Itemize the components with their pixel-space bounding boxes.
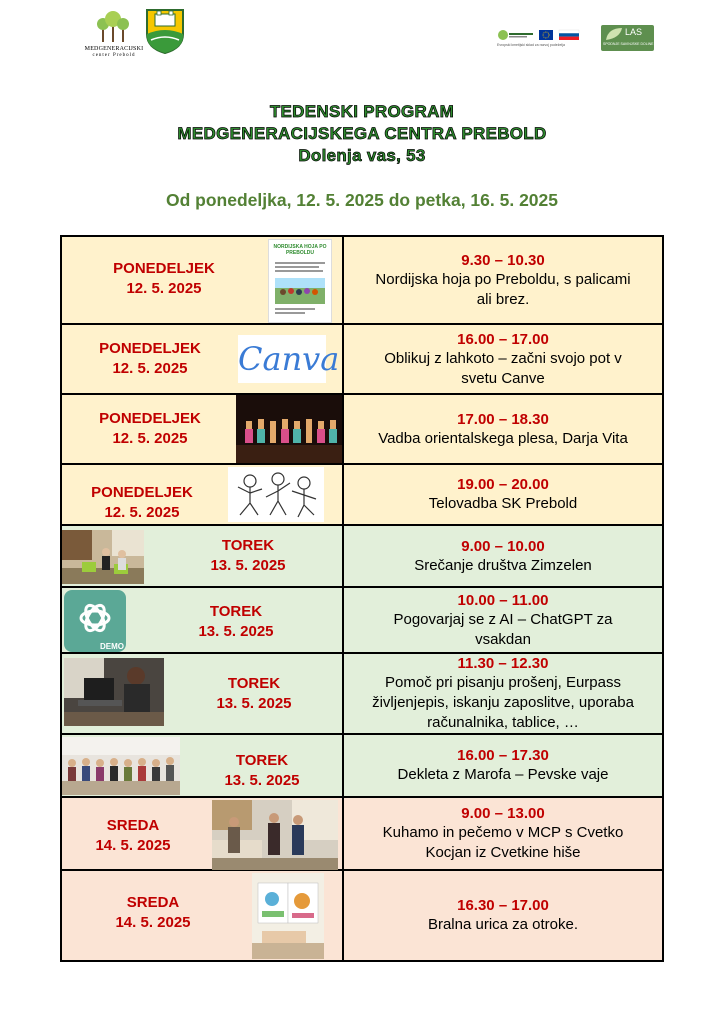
day-cell (62, 237, 342, 323)
day-cell (62, 526, 342, 586)
day-cell (62, 588, 342, 652)
day-date: 12. 5. 2025 (104, 504, 180, 521)
day-date: 13. 5. 2025 (224, 772, 300, 789)
activity-description-line1: Dekleta z Marofa – Pevske vaje (397, 766, 609, 783)
activity-cell (342, 735, 662, 796)
open-book-icon (252, 873, 324, 959)
exercise-sketch (228, 467, 324, 522)
prebold-crest-icon (145, 8, 185, 54)
schedule-row (62, 588, 662, 654)
las-label: LAS (625, 27, 643, 37)
activity-description-line3: računalnika, tablice, … (427, 714, 579, 731)
day-label (90, 893, 216, 933)
las-subtitle: SPODNJE SAVINJSKE DOLINE (603, 42, 654, 46)
activity-description-line2: Kocjan iz Cvetkine hiše (425, 844, 581, 861)
activity-time: 9.00 – 10.00 (461, 537, 545, 555)
day-date: 13. 5. 2025 (216, 695, 292, 712)
chatgpt-logo (64, 590, 126, 652)
schedule-row (62, 871, 662, 960)
day-name: TOREK (221, 537, 275, 554)
activity-time: 9.00 – 13.00 (461, 805, 545, 822)
schedule-row (62, 654, 662, 735)
program-title-line1: TEDENSKI PROGRAM (269, 102, 455, 121)
schedule-row (62, 325, 662, 395)
activity-description-line2: svetu Canve (461, 369, 545, 387)
activity-description-line1: Kuhamo in pečemo v MCP s Cvetko (382, 824, 624, 841)
las-logo (601, 25, 654, 51)
meeting-photo (62, 530, 144, 584)
week-range: Od ponedeljka, 12. 5. 2025 do petka, 16. 5. 2025 (166, 190, 558, 210)
schedule-table (60, 235, 664, 962)
activity-cell (342, 798, 662, 869)
schedule-row (62, 798, 662, 871)
day-name: TOREK (227, 675, 281, 692)
walkers-icon (269, 256, 331, 326)
day-name: PONEDELJEK (99, 340, 201, 357)
activity-description-line1: Vadba orientalskega plesa, Darja Vita (378, 429, 628, 447)
day-label (66, 409, 234, 449)
activity-description-line2: ali brez. (476, 290, 530, 308)
dance-photo (236, 395, 342, 463)
org-name: MEDGENERACIJSKI (84, 46, 144, 52)
eu-caption: Evropski kmetijski sklad za razvoj podeželja (497, 43, 565, 47)
eu-funding-logos (497, 28, 581, 52)
canva-logo-text: Canva (238, 340, 340, 378)
day-label (198, 674, 310, 714)
exercising-people-icon (228, 467, 324, 522)
activity-time: 16.00 – 17.00 (457, 330, 549, 348)
cooking-people-icon (212, 800, 338, 870)
activity-cell (342, 588, 662, 652)
day-name: TOREK (209, 603, 263, 620)
activity-time: 17.00 – 18.30 (457, 410, 549, 428)
day-label (66, 339, 234, 379)
day-cell (62, 325, 342, 393)
schedule-row (62, 465, 662, 526)
activity-cell (342, 654, 662, 733)
activity-description-line1: Oblikuj z lahkoto – začni svojo pot v (384, 349, 622, 367)
day-cell (62, 654, 342, 733)
day-date: 14. 5. 2025 (115, 914, 191, 931)
laptop-photo (64, 658, 164, 726)
eu-flags-icon (497, 28, 581, 42)
activity-time: 16.30 – 17.00 (457, 897, 549, 914)
activity-description-line1: Pomoč pri pisanju prošenj, Eurpass (385, 674, 621, 691)
activity-cell (342, 325, 662, 393)
day-name: TOREK (235, 752, 289, 769)
activity-cell (342, 465, 662, 524)
activity-time: 19.00 – 20.00 (457, 476, 549, 493)
day-cell (62, 798, 342, 869)
day-cell (62, 871, 342, 960)
schedule-row (62, 526, 662, 588)
activity-cell (342, 526, 662, 586)
activity-time: 10.00 – 11.00 (457, 591, 549, 609)
activity-description-line2: življenjepis, iskanju zaposlitve, uporaba (372, 694, 634, 711)
activity-description-line2: vsakdan (475, 630, 531, 648)
day-date: 12. 5. 2025 (112, 360, 188, 377)
schedule-row (62, 395, 662, 465)
day-date: 12. 5. 2025 (112, 430, 188, 447)
day-cell (62, 395, 342, 463)
schedule-row (62, 237, 662, 325)
day-label (84, 259, 244, 299)
medgeneracijski-center-logo (84, 8, 144, 60)
program-title-line3: Dolenja vas, 53 (298, 146, 426, 165)
laptop-user-icon (64, 658, 164, 726)
day-name: SREDA (106, 817, 160, 834)
day-date: 12. 5. 2025 (126, 280, 202, 297)
poster-title: NORDIJSKA HOJA PO PREBOLDU (273, 244, 327, 256)
day-cell (62, 735, 342, 796)
activity-cell (342, 871, 662, 960)
activity-description-line1: Telovadba SK Prebold (428, 495, 578, 512)
activity-description-line1: Nordijska hoja po Preboldu, s palicami (375, 270, 631, 288)
book-photo (252, 873, 324, 959)
activity-description-line1: Bralna urica za otroke. (427, 916, 579, 933)
day-name: PONEDELJEK (99, 410, 201, 427)
day-label (192, 536, 304, 576)
day-name: SREDA (126, 894, 180, 911)
day-date: 13. 5. 2025 (210, 557, 286, 574)
day-date: 14. 5. 2025 (95, 837, 171, 854)
org-subname: center Prebold (92, 53, 136, 58)
kitchen-photo (212, 800, 338, 870)
las-leaf-icon (604, 26, 624, 42)
choir-group-icon (62, 737, 180, 795)
day-label (70, 816, 196, 856)
day-name: PONEDELJEK (113, 260, 215, 277)
meeting-room-icon (62, 530, 144, 584)
demo-badge: DEMO (100, 642, 124, 651)
day-date: 13. 5. 2025 (198, 623, 274, 640)
activity-cell (342, 237, 662, 323)
activity-description-line1: Srečanje društva Zimzelen (414, 556, 592, 574)
day-cell (62, 465, 342, 524)
nordic-walking-poster (268, 239, 332, 323)
day-label (62, 483, 222, 523)
dancers-icon (236, 395, 342, 463)
choir-photo (62, 737, 180, 795)
activity-description-line1: Pogovarjaj se z AI – ChatGPT za (393, 610, 613, 628)
canva-logo (238, 335, 340, 383)
day-label (206, 751, 318, 791)
activity-time: 9.30 – 10.30 (461, 251, 545, 269)
activity-time: 11.30 – 12.30 (457, 655, 549, 672)
trees-icon (96, 10, 130, 44)
day-label (180, 602, 292, 642)
schedule-row (62, 735, 662, 798)
activity-time: 16.00 – 17.30 (457, 747, 549, 764)
activity-cell (342, 395, 662, 463)
program-title-line2: MEDGENERACIJSKEGA CENTRA PREBOLD (177, 124, 547, 143)
day-name: PONEDELJEK (91, 484, 193, 501)
